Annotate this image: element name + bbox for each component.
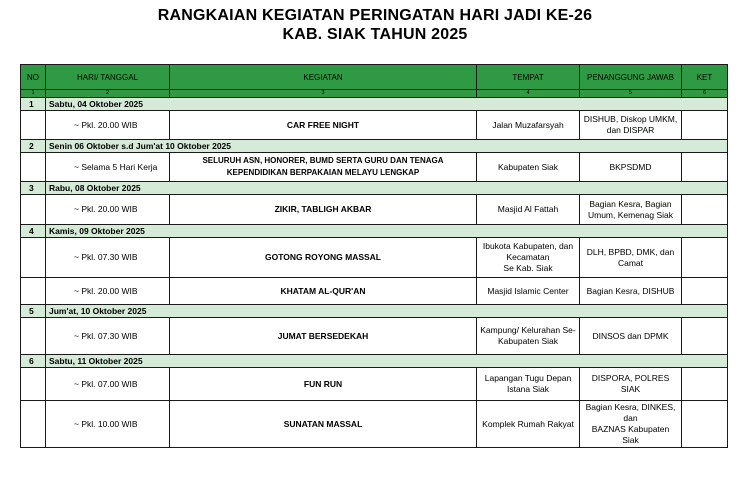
- header-note: KET: [682, 65, 728, 90]
- day-date: Kamis, 09 Oktober 2025: [46, 225, 728, 238]
- event-place: Jalan Muzafarsyah: [477, 111, 580, 140]
- event-time: ~ Selama 5 Hari Kerja: [46, 153, 170, 182]
- column-number: 6: [682, 90, 728, 98]
- header-activity: KEGIATAN: [170, 65, 477, 90]
- title-line-2: KAB. SIAK TAHUN 2025: [282, 26, 468, 43]
- day-row: [21, 355, 728, 368]
- day-row: [21, 140, 728, 153]
- day-date: Jum'at, 10 Oktober 2025: [46, 305, 728, 318]
- column-number-row: [21, 90, 728, 98]
- day-number: 3: [21, 182, 46, 195]
- column-number: 2: [46, 90, 170, 98]
- column-number: 3: [170, 90, 477, 98]
- event-responsible: BKPSDMD: [580, 153, 682, 182]
- page-title: [0, 6, 750, 44]
- event-no-cell: [21, 153, 46, 182]
- event-place: Masjid Islamic Center: [477, 278, 580, 305]
- event-note: [682, 368, 728, 401]
- event-no-cell: [21, 195, 46, 225]
- event-place: Komplek Rumah Rakyat: [477, 401, 580, 448]
- event-activity: SELURUH ASN, HONORER, BUMD SERTA GURU DAN TENAGA KEPENDIDIKAN BERPAKAIAN MELAYU LENGKAP: [170, 153, 477, 182]
- event-time: ~ Pkl. 10.00 WIB: [46, 401, 170, 448]
- column-number: 4: [477, 90, 580, 98]
- day-date: Senin 06 Oktober s.d Jum'at 10 Oktober 2025: [46, 140, 728, 153]
- day-number: 4: [21, 225, 46, 238]
- event-no-cell: [21, 401, 46, 448]
- event-row: [21, 278, 728, 305]
- event-note: [682, 401, 728, 448]
- event-row: [21, 238, 728, 278]
- event-row: [21, 318, 728, 355]
- event-note: [682, 318, 728, 355]
- event-time: ~ Pkl. 20.00 WIB: [46, 111, 170, 140]
- event-no-cell: [21, 318, 46, 355]
- event-no-cell: [21, 111, 46, 140]
- event-note: [682, 278, 728, 305]
- day-number: 2: [21, 140, 46, 153]
- event-time: ~ Pkl. 07.00 WIB: [46, 368, 170, 401]
- header-date: HARI/ TANGGAL: [46, 65, 170, 90]
- event-activity: CAR FREE NIGHT: [170, 111, 477, 140]
- event-responsible: DINSOS dan DPMK: [580, 318, 682, 355]
- event-no-cell: [21, 368, 46, 401]
- event-place: Masjid Al Fattah: [477, 195, 580, 225]
- event-activity: GOTONG ROYONG MASSAL: [170, 238, 477, 278]
- event-place: Lapangan Tugu Depan Istana Siak: [477, 368, 580, 401]
- event-row: [21, 401, 728, 448]
- day-number: 5: [21, 305, 46, 318]
- event-note: [682, 195, 728, 225]
- header-place: TEMPAT: [477, 65, 580, 90]
- event-note: [682, 238, 728, 278]
- event-responsible: DISHUB, Diskop UMKM, dan DISPAR: [580, 111, 682, 140]
- day-date: Sabtu, 11 Oktober 2025: [46, 355, 728, 368]
- event-activity: ZIKIR, TABLIGH AKBAR: [170, 195, 477, 225]
- column-number: 5: [580, 90, 682, 98]
- event-place: Kabupaten Siak: [477, 153, 580, 182]
- day-number: 1: [21, 98, 46, 111]
- event-activity: FUN RUN: [170, 368, 477, 401]
- day-row: [21, 305, 728, 318]
- header-no: NO: [21, 65, 46, 90]
- event-note: [682, 153, 728, 182]
- day-row: [21, 182, 728, 195]
- event-place: Kampung/ Kelurahan Se- Kabupaten Siak: [477, 318, 580, 355]
- event-place: Ibukota Kabupaten, dan Kecamatan Se Kab. Siak: [477, 238, 580, 278]
- event-row: [21, 195, 728, 225]
- event-responsible: Bagian Kesra, DINKES, dan BAZNAS Kabupaten Siak: [580, 401, 682, 448]
- event-activity: JUMAT BERSEDEKAH: [170, 318, 477, 355]
- event-row: [21, 153, 728, 182]
- event-time: ~ Pkl. 07.30 WIB: [46, 238, 170, 278]
- event-responsible: DISPORA, POLRES SIAK: [580, 368, 682, 401]
- day-row: [21, 98, 728, 111]
- event-note: [682, 111, 728, 140]
- event-row: [21, 111, 728, 140]
- day-date: Rabu, 08 Oktober 2025: [46, 182, 728, 195]
- event-activity: KHATAM AL-QUR'AN: [170, 278, 477, 305]
- event-time: ~ Pkl. 07.30 WIB: [46, 318, 170, 355]
- event-time: ~ Pkl. 20.00 WIB: [46, 278, 170, 305]
- event-activity: SUNATAN MASSAL: [170, 401, 477, 448]
- day-date: Sabtu, 04 Oktober 2025: [46, 98, 728, 111]
- event-no-cell: [21, 238, 46, 278]
- event-responsible: DLH, BPBD, DMK, dan Camat: [580, 238, 682, 278]
- schedule-table: [20, 64, 728, 448]
- event-responsible: Bagian Kesra, Bagian Umum, Kemenag Siak: [580, 195, 682, 225]
- event-time: ~ Pkl. 20.00 WIB: [46, 195, 170, 225]
- day-row: [21, 225, 728, 238]
- event-responsible: Bagian Kesra, DISHUB: [580, 278, 682, 305]
- event-no-cell: [21, 278, 46, 305]
- day-number: 6: [21, 355, 46, 368]
- column-number: 1: [21, 90, 46, 98]
- header-responsible: PENANGGUNG JAWAB: [580, 65, 682, 90]
- header-row: [21, 65, 728, 90]
- title-line-1: RANGKAIAN KEGIATAN PERINGATAN HARI JADI KE-26: [157, 7, 593, 24]
- event-row: [21, 368, 728, 401]
